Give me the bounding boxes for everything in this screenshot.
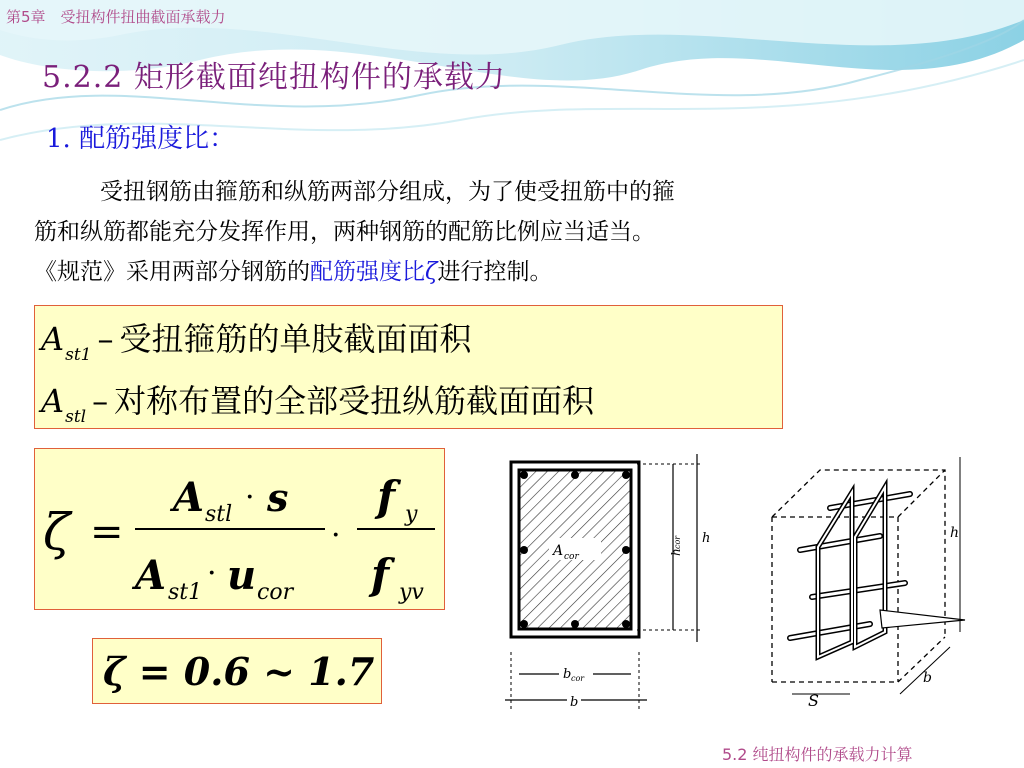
den1-var: A (135, 552, 167, 599)
definitions-box (34, 305, 783, 429)
num1-var: A (173, 474, 205, 521)
a-cor-sub: cor (564, 552, 579, 562)
range-box (92, 638, 382, 704)
formula-lhs: ζ (43, 503, 71, 561)
num2-var: f (377, 472, 396, 521)
den1-dot: · (207, 556, 217, 591)
b-label: b (923, 670, 932, 686)
den2-sub: yv (399, 580, 424, 605)
subheading: 1. 配筋强度比： (46, 124, 236, 154)
num2-sub: y (405, 502, 418, 527)
definition-variable: A (41, 382, 65, 420)
footer-section-label: 5.2 纯扭构件的承载力计算 (722, 745, 913, 764)
num1-b: s (267, 475, 289, 520)
cross-section-figure (497, 442, 727, 720)
formula-equals: = (90, 509, 124, 555)
highlight-term: 配筋强度比 (310, 259, 425, 285)
definition-text: 受扭箍筋的单肢截面面积 (119, 320, 472, 358)
zeta-range-formula (93, 639, 383, 705)
definition-subscript: stl (65, 407, 87, 427)
b-label: b (570, 695, 579, 710)
h-label: h (702, 531, 711, 546)
h-label: h (950, 525, 960, 541)
num1-dot: · (245, 480, 255, 515)
definition-dash: – (92, 382, 109, 420)
b-cor-label: b (563, 667, 572, 682)
reinforcement-cage-figure (760, 442, 978, 720)
body-paragraph (34, 172, 979, 292)
h-cor-sub: cor (673, 535, 682, 549)
rebar-dot (622, 471, 630, 479)
den1-b-sub: cor (257, 580, 294, 605)
definition-subscript: st1 (65, 345, 92, 365)
definition-dash: – (97, 320, 114, 358)
rebar-dot (571, 471, 579, 479)
middle-dot: · (331, 518, 341, 553)
definition-row (41, 376, 595, 427)
num1-sub: stl (205, 502, 233, 527)
rebar-dot (520, 546, 528, 554)
definition-row (41, 314, 472, 365)
range-text: ζ = 0.6 ~ 1.7 (103, 649, 375, 694)
a-cor-label: A (553, 543, 564, 559)
rebar-dot (520, 620, 528, 628)
paragraph-line-3a: 《规范》采用两部分钢筋的 (34, 259, 310, 285)
h-cor-label: h (669, 548, 683, 556)
s-label: S (808, 691, 819, 710)
rebar-dot (622, 620, 630, 628)
chapter-header: 第5章 受扭构件扭曲截面承载力 (6, 8, 226, 26)
formula-box (34, 448, 445, 610)
rebar-dot (520, 471, 528, 479)
zeta-formula (35, 449, 446, 611)
rebar-dot (571, 620, 579, 628)
b-cor-sub: cor (571, 674, 585, 683)
definition-variable: A (41, 320, 65, 358)
zeta-symbol: ζ (425, 259, 438, 285)
paragraph-line-1: 受扭钢筋由箍筋和纵筋两部分组成，为了使受扭筋中的箍 (100, 179, 675, 205)
den1-sub: st1 (168, 580, 203, 605)
paragraph-line-3b: 进行控制。 (437, 259, 553, 285)
den1-b: u (227, 552, 257, 599)
den2-var: f (371, 550, 390, 599)
section-title: 5.2.2 矩形截面纯扭构件的承载力 (42, 60, 506, 95)
paragraph-line-2: 筋和纵筋都能充分发挥作用，两种钢筋的配筋比例应当适当。 (34, 219, 655, 245)
definition-text: 对称布置的全部受扭纵筋截面面积 (114, 382, 595, 420)
rebar-dot (622, 546, 630, 554)
